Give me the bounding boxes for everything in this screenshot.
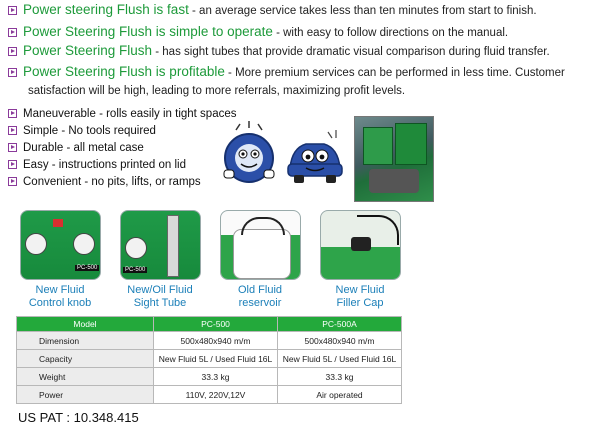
cell-value: 33.3 kg (278, 368, 402, 386)
cell-value: New Fluid 5L / Used Fluid 16L (278, 350, 402, 368)
patent-number: US PAT : 10.348.415 (18, 410, 139, 425)
row-label: Weight (17, 368, 154, 386)
spec-table (16, 316, 402, 404)
header-model: Model (17, 317, 154, 332)
feature-continuation: satisfaction will be high, leading to more referrals, maximizing profit levels. (28, 85, 406, 97)
bullet-arrow-icon (8, 160, 17, 169)
benefit-item: Convenient - no pits, lifts, or ramps (8, 176, 201, 188)
row-label: Power (17, 386, 154, 404)
caption-sight-tube: New/Oil Fluid Sight Tube (127, 284, 193, 309)
model-label: PC-500 (125, 267, 146, 273)
caption-reservoir: Old Fluid reservoir (237, 284, 283, 309)
photo-control-knob (20, 210, 101, 280)
cell-value: Air operated (278, 386, 402, 404)
bullet-arrow-icon (8, 109, 17, 118)
table-row (17, 386, 402, 404)
benefit-item: Maneuverable - rolls easily in tight spaces (8, 108, 237, 120)
bullet-arrow-icon (8, 126, 17, 135)
feature-highlight: Power steering Flush is fast (23, 2, 189, 17)
bullet-arrow-icon (8, 28, 17, 37)
model-label: PC-500 (77, 265, 98, 271)
steering-wheel-cartoon-icon (218, 120, 280, 188)
machine-engine-photo (354, 116, 434, 202)
table-row (17, 368, 402, 386)
feature-line-fast (8, 2, 537, 17)
caption-filler-cap: New Fluid Filler Cap (335, 284, 385, 309)
cell-value: 500x480x940 m/m (154, 332, 278, 350)
feature-description: - More premium services can be performed in less time. Customer (224, 67, 565, 79)
bullet-arrow-icon (8, 177, 17, 186)
photo-sight-tube (120, 210, 201, 280)
bullet-arrow-icon (8, 6, 17, 15)
feature-highlight: Power Steering Flush (23, 43, 153, 58)
feature-line-simple (8, 24, 508, 39)
cell-value: 33.3 kg (154, 368, 278, 386)
feature-highlight: Power Steering Flush is profitable (23, 64, 225, 79)
bullet-arrow-icon (8, 47, 17, 56)
caption-control-knob: New Fluid Control knob (28, 284, 92, 309)
feature-description: - an average service takes less than ten minutes from start to finish. (188, 5, 537, 17)
benefit-item: Easy - instructions printed on lid (8, 159, 186, 171)
header-pc-500a: PC-500A (278, 317, 402, 332)
photo-old-fluid-reservoir (220, 210, 301, 280)
table-header-row (17, 317, 402, 332)
benefit-item: Simple - No tools required (8, 125, 156, 137)
row-label: Capacity (17, 350, 154, 368)
cell-value: 110V, 220V,12V (154, 386, 278, 404)
header-pc-500: PC-500 (154, 317, 278, 332)
table-row (17, 350, 402, 368)
feature-line-sight-tubes (8, 43, 550, 58)
car-cartoon-icon (284, 126, 346, 186)
cell-value: 500x480x940 m/m (278, 332, 402, 350)
feature-description: - has sight tubes that provide dramatic visual comparison during fluid transfer. (152, 46, 550, 58)
photo-filler-cap (320, 210, 401, 280)
bullet-arrow-icon (8, 143, 17, 152)
bullet-arrow-icon (8, 68, 17, 77)
table-row (17, 332, 402, 350)
feature-highlight: Power Steering Flush is simple to operate (23, 24, 273, 39)
feature-line-profitable (8, 64, 565, 79)
benefit-item: Durable - all metal case (8, 142, 144, 154)
cell-value: New Fluid 5L / Used Fluid 16L (154, 350, 278, 368)
feature-description: - with easy to follow directions on the manual. (272, 27, 509, 39)
row-label: Dimension (17, 332, 154, 350)
